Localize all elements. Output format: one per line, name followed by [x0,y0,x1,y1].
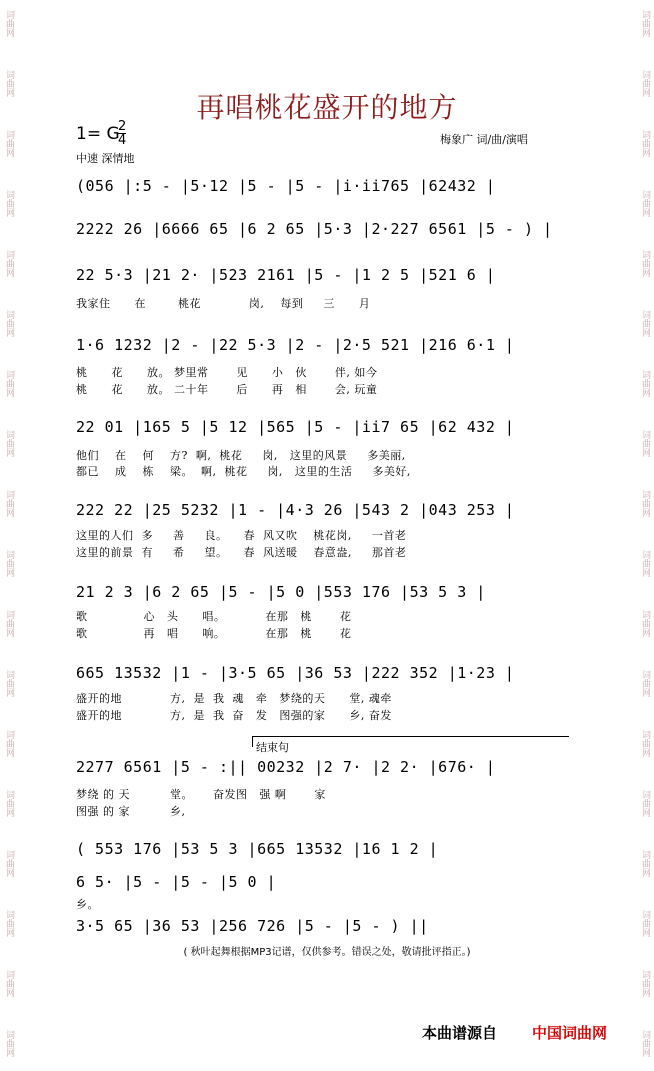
ending-bracket [252,736,569,747]
notation-row: ( 553 176 |53 5 3 |665 13532 |16 1 2 | [76,840,439,858]
notation-row: 665 13532 |1 - |3·5 65 |36 53 |222 352 |1·23 | [76,664,515,682]
notation-row: 22 5·3 |21 2· |523 2161 |5 - |1 2 5 |521 6 | [76,266,496,284]
watermark-text: 词曲网 [640,550,650,577]
credit: 梅象广 词/曲/演唱 [440,133,528,146]
notation-row: 6 5· |5 - |5 - |5 0 | [76,873,277,891]
watermark-text: 词曲网 [640,850,650,877]
transcription-note: ( 秋叶起舞根据MP3记谱，仅供参考。错误之处，敬请批评指正。) [183,947,471,958]
watermark-text: 词曲网 [640,130,650,157]
watermark-text: 词曲网 [4,310,14,337]
footer-source-prefix: 本曲谱源自 [422,1024,498,1042]
lyric-line: 桃 花 放。 二十年 后 再 相 会, 玩童 [76,383,378,396]
watermark-text: 词曲网 [4,490,14,517]
ending-label: 结束句 [256,741,289,754]
watermark-text: 词曲网 [640,10,650,37]
lyric-line: 梦绕 的 天 堂。 奋发图 强 啊 家 [76,788,326,801]
lyric-line: 都已 成 栋 梁。 啊, 桃花 岗, 这里的生活 多美好, [76,465,411,478]
watermark-text: 词曲网 [640,190,650,217]
watermark-text: 词曲网 [640,250,650,277]
notation-row: (056 |:5 - |5·12 |5 - |5 - |i·ii765 |62432 | [76,177,496,195]
watermark-text: 词曲网 [4,1030,14,1057]
lyric-line: 他们 在 何 方? 啊, 桃花 岗, 这里的风景 多美丽, [76,449,406,462]
time-signature-top: 2 [118,119,127,134]
watermark-text: 词曲网 [640,490,650,517]
watermark-text: 词曲网 [4,130,14,157]
watermark-text: 词曲网 [4,790,14,817]
watermark-text: 词曲网 [640,670,650,697]
watermark-text: 词曲网 [640,610,650,637]
lyric-line: 我家住 在 桃花 岗, 每到 三 月 [76,297,371,310]
notation-row: 2222 26 |6666 65 |6 2 65 |5·3 |2·227 6561 |5 - ) | [76,220,553,238]
watermark-text: 词曲网 [640,970,650,997]
watermark-text: 词曲网 [640,430,650,457]
watermark-right [636,0,654,1071]
watermark-text: 词曲网 [4,910,14,937]
watermark-text: 词曲网 [640,370,650,397]
tempo-marking: 中速 深情地 [76,152,135,165]
lyric-line: 乡。 [76,898,99,911]
lyric-line: 盛开的地 方, 是 我 魂 牵 梦绕的天 堂, 魂牵 [76,692,392,705]
watermark-text: 词曲网 [4,70,14,97]
lyric-line: 这里的人们 多 善 良。 春 风又吹 桃花岗, 一首老 [76,529,407,542]
time-signature-bottom: 4 [118,133,127,148]
lyric-line: 歌 再 唱 响。 在那 桃 花 [76,627,352,640]
watermark-text: 词曲网 [4,370,14,397]
lyric-line: 这里的前景 有 希 望。 春 风送暖 春意盎, 那首老 [76,546,407,559]
song-title: 再唱桃花盛开的地方 [196,91,458,124]
watermark-text: 词曲网 [640,70,650,97]
lyric-line: 歌 心 头 唱。 在那 桃 花 [76,610,352,623]
lyric-line: 桃 花 放。 梦里常 见 小 伙 伴, 如今 [76,366,378,379]
watermark-left [0,0,18,1071]
key-signature: 1= G [76,124,120,144]
watermark-text: 词曲网 [4,250,14,277]
watermark-text: 词曲网 [4,670,14,697]
notation-row: 21 2 3 |6 2 65 |5 - |5 0 |553 176 |53 5 3 | [76,583,486,601]
watermark-text: 词曲网 [640,310,650,337]
watermark-text: 词曲网 [640,790,650,817]
lyric-line: 盛开的地 方, 是 我 奋 发 图强的家 乡, 奋发 [76,709,392,722]
footer-site-link[interactable]: 中国词曲网 [532,1024,608,1042]
watermark-text: 词曲网 [4,550,14,577]
time-signature [118,120,126,147]
watermark-text: 词曲网 [4,190,14,217]
watermark-text: 词曲网 [4,730,14,757]
notation-row: 1·6 1232 |2 - |22 5·3 |2 - |2·5 521 |216 6·1 | [76,336,515,354]
watermark-text: 词曲网 [4,430,14,457]
watermark-text: 词曲网 [640,910,650,937]
lyric-line: 图强 的 家 乡, [76,805,186,818]
notation-row: 222 22 |25 5232 |1 - |4·3 26 |543 2 |043 253 | [76,501,515,519]
watermark-text: 词曲网 [640,1030,650,1057]
notation-row: 22 01 |165 5 |5 12 |565 |5 - |ii7 65 |62 432 | [76,418,515,436]
watermark-text: 词曲网 [4,970,14,997]
watermark-text: 词曲网 [4,850,14,877]
notation-row: 2277 6561 |5 - :|| 00232 |2 7· |2 2· |676· | [76,758,496,776]
notation-row: 3·5 65 |36 53 |256 726 |5 - |5 - ) || [76,917,429,935]
watermark-text: 词曲网 [4,610,14,637]
watermark-text: 词曲网 [4,10,14,37]
watermark-text: 词曲网 [640,730,650,757]
